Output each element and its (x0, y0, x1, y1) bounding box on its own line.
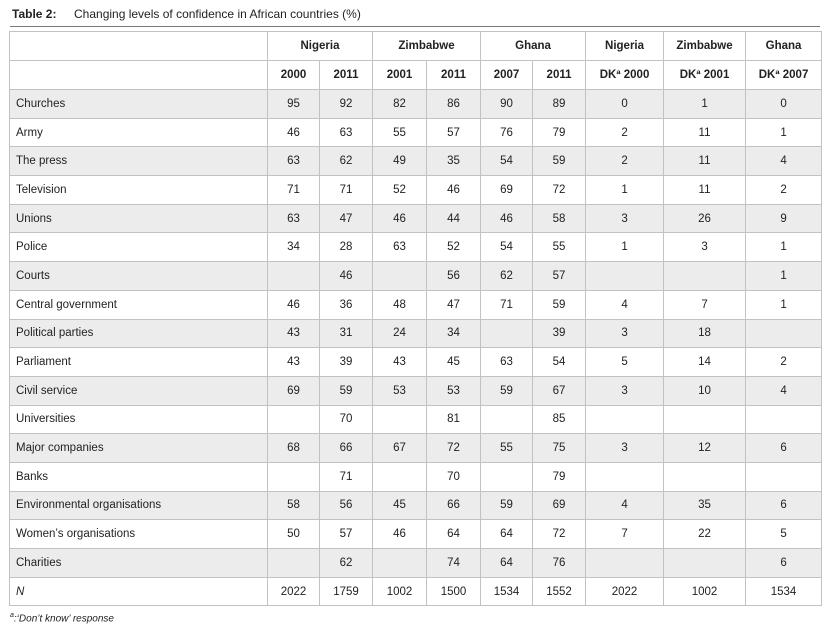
table-cell (373, 405, 427, 434)
table-cell: 46 (268, 290, 320, 319)
table-cell: 0 (746, 90, 822, 119)
table-cell: 1 (746, 233, 822, 262)
row-label: Women’s organisations (10, 520, 268, 549)
table-cell: 81 (427, 405, 481, 434)
table-cell: 79 (533, 462, 586, 491)
table-cell: 22 (664, 520, 746, 549)
row-label: Television (10, 176, 268, 205)
table-cell: 46 (373, 520, 427, 549)
header-country: Nigeria (586, 32, 664, 61)
table-cell: 75 (533, 434, 586, 463)
table-cell (586, 549, 664, 578)
table-cell (268, 405, 320, 434)
table-cell: 86 (427, 90, 481, 119)
table-cell: 6 (746, 434, 822, 463)
table-cell: 71 (320, 176, 373, 205)
table-cell: 56 (320, 491, 373, 520)
table-cell (481, 319, 533, 348)
table-cell: 47 (427, 290, 481, 319)
table-cell: 1534 (746, 577, 822, 606)
table-cell: 1552 (533, 577, 586, 606)
table-cell (586, 262, 664, 291)
table-cell: 12 (664, 434, 746, 463)
table-cell: 7 (664, 290, 746, 319)
table-cell: 0 (586, 90, 664, 119)
table-cell: 1500 (427, 577, 481, 606)
table-cell: 71 (268, 176, 320, 205)
table-cell: 90 (481, 90, 533, 119)
table-cell: 62 (320, 147, 373, 176)
table-cell: 24 (373, 319, 427, 348)
table-cell: 1759 (320, 577, 373, 606)
table-cell: 1002 (664, 577, 746, 606)
table-cell: 31 (320, 319, 373, 348)
table-cell: 56 (427, 262, 481, 291)
header-country: Ghana (746, 32, 822, 61)
footnote-text: :‘Don’t know’ response (13, 613, 114, 625)
table-cell: 66 (320, 434, 373, 463)
table-cell: 1002 (373, 577, 427, 606)
table-cell: 52 (373, 176, 427, 205)
table-cell: 46 (268, 118, 320, 147)
table-cell: 92 (320, 90, 373, 119)
table-cell: 2022 (268, 577, 320, 606)
table-row (10, 434, 822, 463)
table-cell: 34 (427, 319, 481, 348)
table-cell (373, 262, 427, 291)
row-label: The press (10, 147, 268, 176)
table-cell: 63 (320, 118, 373, 147)
table-cell: 70 (320, 405, 373, 434)
row-label: Environmental organisations (10, 491, 268, 520)
table-cell: 47 (320, 204, 373, 233)
table-row (10, 262, 822, 291)
table-cell: 1534 (481, 577, 533, 606)
table-cell: 79 (533, 118, 586, 147)
table-cell (586, 405, 664, 434)
table-cell: 4 (586, 290, 664, 319)
table-cell: 71 (320, 462, 373, 491)
table-cell: 69 (268, 376, 320, 405)
table-cell: 46 (373, 204, 427, 233)
table-cell: 57 (533, 262, 586, 291)
row-label: Churches (10, 90, 268, 119)
table-cell (664, 262, 746, 291)
table-row (10, 233, 822, 262)
table-cell: 5 (746, 520, 822, 549)
footnote-mark: a (10, 612, 14, 619)
table-cell: 64 (481, 549, 533, 578)
table-cell (664, 549, 746, 578)
header-country: Zimbabwe (373, 32, 481, 61)
table-cell: 26 (664, 204, 746, 233)
table-cell: 52 (427, 233, 481, 262)
table-cell: 71 (481, 290, 533, 319)
table-row (10, 204, 822, 233)
table-cell: 64 (481, 520, 533, 549)
table-cell: 4 (746, 376, 822, 405)
table-cell: 36 (320, 290, 373, 319)
table-cell: 89 (533, 90, 586, 119)
table-cell: 1 (746, 290, 822, 319)
header-corner (10, 61, 268, 90)
table-cell: 57 (427, 118, 481, 147)
table-cell: 58 (533, 204, 586, 233)
table-cell: 63 (268, 204, 320, 233)
table-cell: 62 (320, 549, 373, 578)
table-cell: 43 (268, 319, 320, 348)
table-cell: 59 (481, 376, 533, 405)
table-row (10, 520, 822, 549)
table-cell (481, 462, 533, 491)
table-cell: 76 (533, 549, 586, 578)
table-cell: 1 (746, 262, 822, 291)
table-cell: 2 (746, 348, 822, 377)
table-cell: 63 (481, 348, 533, 377)
table-cell: 54 (533, 348, 586, 377)
row-label: Parliament (10, 348, 268, 377)
table-cell: 85 (533, 405, 586, 434)
table-cell: 67 (373, 434, 427, 463)
row-label: Major companies (10, 434, 268, 463)
table-cell: 4 (746, 147, 822, 176)
table-row (10, 147, 822, 176)
table-cell: 59 (533, 147, 586, 176)
table-cell: 2 (746, 176, 822, 205)
table-cell: 67 (533, 376, 586, 405)
table-row (10, 176, 822, 205)
table-cell: 53 (427, 376, 481, 405)
table-cell: 62 (481, 262, 533, 291)
table-cell: 95 (268, 90, 320, 119)
table-cell: 46 (320, 262, 373, 291)
table-cell: 3 (586, 319, 664, 348)
table-cell: 45 (427, 348, 481, 377)
table-cell: 46 (427, 176, 481, 205)
table-cell: 7 (586, 520, 664, 549)
table-label: Table 2: (12, 7, 57, 21)
table-row (10, 491, 822, 520)
table-cell: 53 (373, 376, 427, 405)
table-cell: 34 (268, 233, 320, 262)
footnote (10, 612, 114, 624)
header-country: Nigeria (268, 32, 373, 61)
table-cell: 64 (427, 520, 481, 549)
table-cell: 5 (586, 348, 664, 377)
row-label: Civil service (10, 376, 268, 405)
header-year: 2001 (373, 61, 427, 90)
table-cell: 59 (320, 376, 373, 405)
table-row (10, 549, 822, 578)
row-label: Army (10, 118, 268, 147)
table-cell: 43 (268, 348, 320, 377)
table-cell (373, 462, 427, 491)
table-cell: 66 (427, 491, 481, 520)
row-label: Courts (10, 262, 268, 291)
row-label: Charities (10, 549, 268, 578)
header-row-countries (10, 32, 822, 61)
table-cell (746, 405, 822, 434)
table-cell: 55 (533, 233, 586, 262)
table-cell: 72 (533, 520, 586, 549)
header-year: 2011 (320, 61, 373, 90)
header-year: DKª 2001 (664, 61, 746, 90)
table-cell: 70 (427, 462, 481, 491)
table-cell: 55 (373, 118, 427, 147)
table-cell: 82 (373, 90, 427, 119)
table-cell: 14 (664, 348, 746, 377)
table-cell: 39 (320, 348, 373, 377)
table-cell: 11 (664, 176, 746, 205)
table-cell: 69 (481, 176, 533, 205)
table-cell: 55 (481, 434, 533, 463)
table-cell: 50 (268, 520, 320, 549)
table-row (10, 319, 822, 348)
table-cell: 58 (268, 491, 320, 520)
table-cell (664, 405, 746, 434)
table-cell (373, 549, 427, 578)
table-cell: 39 (533, 319, 586, 348)
table-cell: 6 (746, 491, 822, 520)
table-cell (586, 462, 664, 491)
table-row (10, 118, 822, 147)
header-year: 2011 (533, 61, 586, 90)
table-cell: 54 (481, 147, 533, 176)
table-cell: 2 (586, 147, 664, 176)
header-country: Zimbabwe (664, 32, 746, 61)
table-cell: 4 (586, 491, 664, 520)
table-cell: 9 (746, 204, 822, 233)
table-cell: 11 (664, 147, 746, 176)
table-cell: 69 (533, 491, 586, 520)
table-title: Changing levels of confidence in African countries (%) (74, 7, 361, 21)
row-label: N (10, 577, 268, 606)
header-row-years (10, 61, 822, 90)
header-year: 2007 (481, 61, 533, 90)
table-row (10, 90, 822, 119)
table-cell: 1 (746, 118, 822, 147)
table-cell: 11 (664, 118, 746, 147)
row-label: Central government (10, 290, 268, 319)
table-cell (746, 319, 822, 348)
table-cell: 10 (664, 376, 746, 405)
table-row (10, 577, 822, 606)
table-cell: 63 (268, 147, 320, 176)
table-cell: 76 (481, 118, 533, 147)
confidence-table (9, 31, 822, 606)
table-cell: 45 (373, 491, 427, 520)
row-label: Unions (10, 204, 268, 233)
caption-divider (10, 26, 820, 27)
table-cell (268, 549, 320, 578)
table-cell: 48 (373, 290, 427, 319)
table-cell: 72 (427, 434, 481, 463)
table-cell: 3 (586, 434, 664, 463)
table-cell: 28 (320, 233, 373, 262)
table-cell: 59 (481, 491, 533, 520)
table-row (10, 462, 822, 491)
table-cell: 18 (664, 319, 746, 348)
table-cell: 6 (746, 549, 822, 578)
table-cell: 1 (586, 233, 664, 262)
table-cell (664, 462, 746, 491)
header-corner (10, 32, 268, 61)
table-cell: 68 (268, 434, 320, 463)
table-cell: 74 (427, 549, 481, 578)
table-cell: 59 (533, 290, 586, 319)
table-cell (268, 262, 320, 291)
table-cell: 44 (427, 204, 481, 233)
table-cell: 2022 (586, 577, 664, 606)
table-cell: 49 (373, 147, 427, 176)
row-label: Universities (10, 405, 268, 434)
table-cell: 1 (664, 90, 746, 119)
table-cell: 35 (664, 491, 746, 520)
table-row (10, 376, 822, 405)
table-row (10, 290, 822, 319)
table-caption (12, 5, 361, 23)
table-cell (481, 405, 533, 434)
table-cell: 1 (586, 176, 664, 205)
table-cell: 72 (533, 176, 586, 205)
table-cell: 43 (373, 348, 427, 377)
header-year: DKª 2007 (746, 61, 822, 90)
table-cell: 46 (481, 204, 533, 233)
table-cell: 3 (586, 376, 664, 405)
table-cell: 54 (481, 233, 533, 262)
table-cell (746, 462, 822, 491)
header-year: 2011 (427, 61, 481, 90)
table-cell: 3 (664, 233, 746, 262)
row-label: Banks (10, 462, 268, 491)
row-label: Police (10, 233, 268, 262)
table-cell: 57 (320, 520, 373, 549)
table-row (10, 405, 822, 434)
table-cell: 3 (586, 204, 664, 233)
row-label: Political parties (10, 319, 268, 348)
header-year: DKª 2000 (586, 61, 664, 90)
table-cell: 35 (427, 147, 481, 176)
table-row (10, 348, 822, 377)
table-cell: 2 (586, 118, 664, 147)
header-year: 2000 (268, 61, 320, 90)
header-country: Ghana (481, 32, 586, 61)
table-cell (268, 462, 320, 491)
table-cell: 63 (373, 233, 427, 262)
